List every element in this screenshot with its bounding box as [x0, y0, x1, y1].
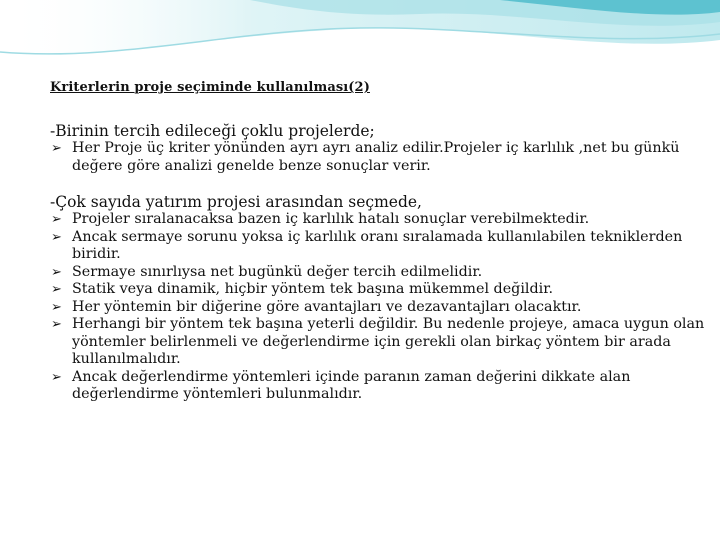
arrow-right-bullet-icon: ➢ [51, 282, 62, 297]
bullet-text: Her yöntemin bir diğerine göre avantajları ve dezavantajları olacaktır. [72, 298, 582, 315]
list-item [50, 229, 710, 264]
section-heading: -Çok sayıda yatırım projesi arasından seçmede, [50, 193, 422, 211]
bullet-text: Sermaye sınırlıysa net bugünkü değer tercih edilmelidir. [72, 263, 483, 280]
list-item [50, 299, 710, 317]
bullet-list [50, 211, 710, 404]
arrow-right-bullet-icon: ➢ [51, 317, 62, 332]
arrow-right-bullet-icon: ➢ [51, 141, 62, 156]
list-item [50, 369, 710, 404]
arrow-right-bullet-icon: ➢ [51, 212, 62, 227]
bullet-text: Her Proje üç kriter yönünden ayrı ayrı analiz edilir.Projeler iç karlılık ,net bu günkü değere göre analizi genelde benze sonuçlar verir. [72, 140, 680, 174]
list-item [50, 211, 710, 229]
list-item [50, 281, 710, 299]
arrow-right-bullet-icon: ➢ [51, 299, 62, 315]
bullet-text: Ancak sermaye sorunu yoksa iç karlılık oranı sıralamada kullanılabilen tekniklerden biridir. [72, 228, 683, 262]
list-item [50, 140, 710, 175]
bullet-text: Ancak değerlendirme yöntemleri içinde paranın zaman değerini dikkate alan değerlendirme yöntemleri bulunmalıdır. [72, 368, 631, 402]
list-item [50, 316, 710, 369]
slide-content [50, 122, 710, 404]
slide-title: Kriterlerin proje seçiminde kullanılması(2) [50, 80, 370, 95]
arrow-right-bullet-icon: ➢ [51, 264, 62, 280]
arrow-right-bullet-icon: ➢ [51, 369, 62, 385]
bullet-text: Projeler sıralanacaksa bazen iç karlılık hatalı sonuçlar verebilmektedir. [72, 211, 590, 227]
section-heading: -Birinin tercih edileceği çoklu projelerde; [50, 122, 375, 140]
header-wave-decoration [0, 0, 720, 70]
bullet-list [50, 140, 710, 175]
list-item [50, 264, 710, 282]
arrow-right-bullet-icon: ➢ [51, 229, 62, 245]
bullet-text: Statik veya dinamik, hiçbir yöntem tek başına mükemmel değildir. [72, 281, 553, 297]
bullet-text: Herhangi bir yöntem tek başına yeterli değildir. Bu nedenle projeye, amaca uygun olan yöntemler belirlenmeli ve değerlendirme için gerekli olan birkaç yöntem bir arada kullanılmalıdır. [72, 316, 705, 367]
